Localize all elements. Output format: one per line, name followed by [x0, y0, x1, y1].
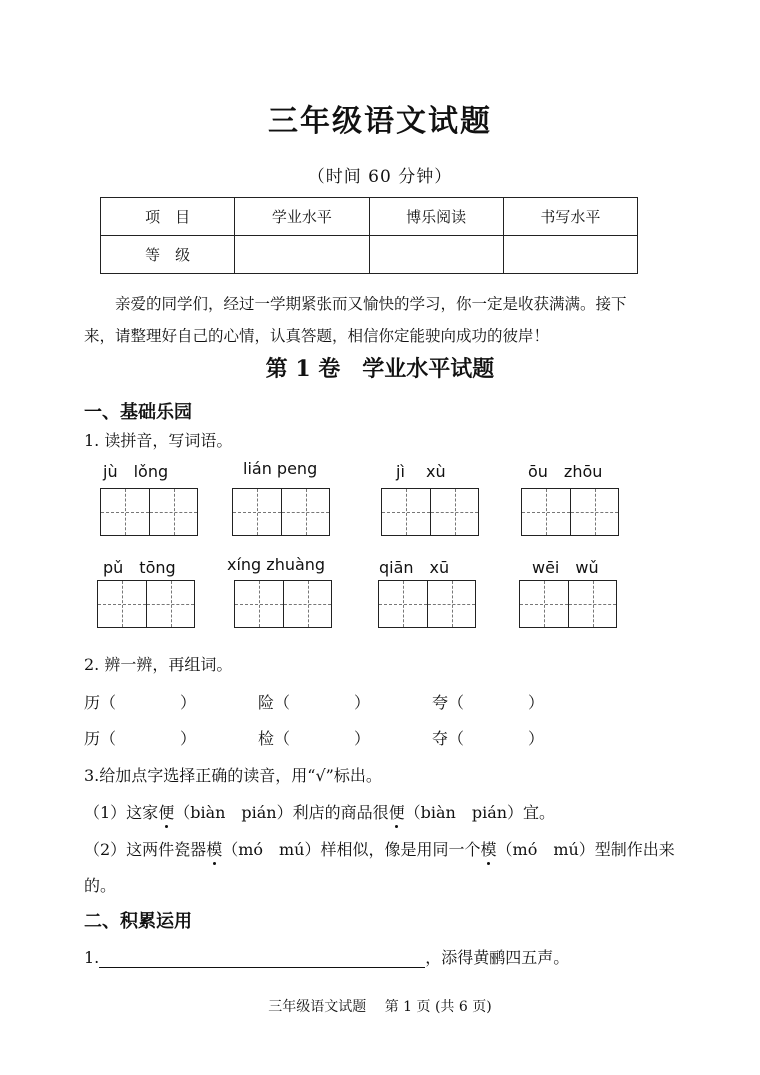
grade-input-cell[interactable]	[503, 236, 637, 274]
pinyin-label: pǔ tōng	[103, 558, 176, 577]
dotted-character: 便	[388, 803, 405, 822]
intro-line: 来，请整理好自己的心情，认真答题，相信你定能驶向成功的彼岸！	[84, 327, 550, 345]
pronunciation-item	[84, 837, 675, 860]
item-text: 的。	[84, 876, 117, 895]
writing-grid[interactable]	[519, 580, 617, 628]
grid-cell[interactable]	[146, 581, 194, 627]
table-cell: 项 目	[101, 198, 235, 236]
grade-table-level-row	[101, 236, 638, 274]
intro-line: 亲爱的同学们，经过一学期紧张而又愉快的学习，你一定是收获满满。接下	[115, 295, 627, 313]
item-text: （1）这家	[84, 803, 159, 822]
section-heading: 二、积累运用	[84, 911, 192, 932]
writing-grid[interactable]	[232, 488, 330, 536]
reading-options[interactable]: （mó mú）型制作出来	[496, 840, 675, 859]
grid-cell[interactable]	[522, 489, 570, 535]
pinyin-label: jù lǒng	[103, 462, 169, 481]
table-cell: 学业水平	[235, 198, 369, 236]
grade-input-cell[interactable]	[235, 236, 369, 274]
dotted-character: 模	[206, 840, 223, 859]
grid-cell[interactable]	[233, 489, 281, 535]
grade-table	[100, 197, 638, 274]
writing-grid[interactable]	[378, 580, 476, 628]
dotted-character: 便	[158, 803, 175, 822]
volume-title: 第 1 卷 学业水平试题	[265, 356, 495, 382]
pinyin-label: xíng zhuàng	[227, 555, 326, 574]
pinyin-label: wēi wǔ	[532, 558, 599, 577]
grid-cell[interactable]	[281, 489, 329, 535]
dotted-character: 模	[480, 840, 497, 859]
item-text: （2）这两件瓷器	[84, 840, 207, 859]
reading-options[interactable]: （biàn pián）宜。	[404, 803, 556, 822]
section-heading: 一、基础乐园	[84, 402, 192, 423]
grid-cell[interactable]	[235, 581, 283, 627]
question-text: 1. 读拼音，写词语。	[84, 431, 233, 450]
pinyin-label: jì xù	[396, 462, 446, 481]
grid-cell[interactable]	[427, 581, 475, 627]
writing-grid[interactable]	[97, 580, 195, 628]
answer-blank[interactable]	[99, 949, 425, 968]
word-blank[interactable]: 检（ ）	[258, 729, 371, 748]
item-text: ，添得黄鹂四五声。	[425, 948, 570, 967]
word-blank[interactable]: 夺（ ）	[432, 729, 545, 748]
grid-cell[interactable]	[430, 489, 478, 535]
page-title: 三年级语文试题	[268, 104, 492, 139]
grid-cell[interactable]	[379, 581, 427, 627]
reading-options[interactable]: （mó mú）样相似，像是用同一个	[222, 840, 481, 859]
fill-in-item	[84, 945, 569, 968]
word-blank[interactable]: 历（ ）	[84, 729, 197, 748]
grid-cell[interactable]	[568, 581, 616, 627]
grade-input-cell[interactable]	[369, 236, 503, 274]
grid-cell[interactable]	[382, 489, 430, 535]
writing-grid[interactable]	[100, 488, 198, 536]
grid-cell[interactable]	[283, 581, 331, 627]
intro-paragraph	[84, 288, 684, 352]
word-blank[interactable]: 历（ ）	[84, 693, 197, 712]
page-footer: 三年级语文试题 第 1 页 (共 6 页)	[268, 999, 492, 1015]
word-blank[interactable]: 夸（ ）	[432, 693, 545, 712]
grid-cell[interactable]	[520, 581, 568, 627]
grid-cell[interactable]	[101, 489, 149, 535]
pinyin-label: ōu zhōu	[528, 462, 603, 481]
pronunciation-item	[84, 800, 555, 823]
pinyin-label: qiān xū	[379, 558, 450, 577]
writing-grid[interactable]	[234, 580, 332, 628]
reading-options[interactable]: （biàn pián）利店的商品很	[174, 803, 389, 822]
grid-cell[interactable]	[570, 489, 618, 535]
exam-duration: （时间 60 分钟）	[307, 167, 453, 187]
item-number: 1.	[84, 948, 100, 967]
writing-grid[interactable]	[381, 488, 479, 536]
table-cell: 等 级	[101, 236, 235, 274]
grid-cell[interactable]	[149, 489, 197, 535]
question-text: 3.给加点字选择正确的读音，用“√”标出。	[84, 766, 382, 785]
writing-grid[interactable]	[521, 488, 619, 536]
grade-table-header-row	[101, 198, 638, 236]
grid-cell[interactable]	[98, 581, 146, 627]
question-text: 2. 辨一辨，再组词。	[84, 655, 233, 674]
table-cell: 书写水平	[503, 198, 637, 236]
table-cell: 博乐阅读	[369, 198, 503, 236]
word-blank[interactable]: 险（ ）	[258, 693, 371, 712]
pinyin-label: lián peng	[243, 459, 318, 478]
